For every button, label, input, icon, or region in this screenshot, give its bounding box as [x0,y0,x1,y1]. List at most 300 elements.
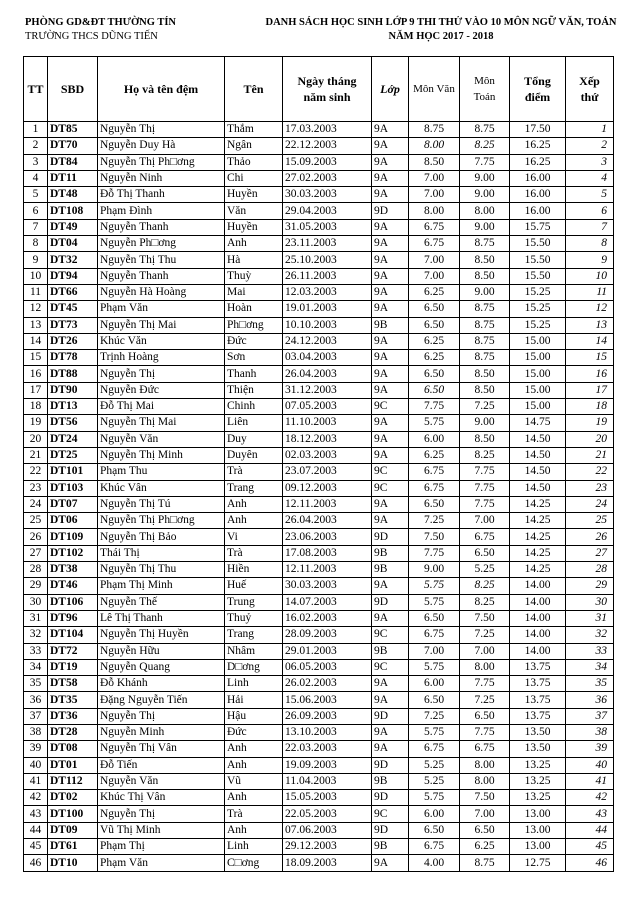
cell-tt: 29 [24,578,48,594]
table-row [24,562,614,578]
school-header [25,16,176,44]
cell-sbd: DT09 [48,822,98,838]
cell-mon-van: 6.25 [409,333,460,349]
col-xep-thu: Xếp thứ [566,57,614,122]
cell-mon-toan: 8.00 [460,757,510,773]
cell-ngay-sinh: 16.02.2003 [283,610,372,626]
title-line-1: DANH SÁCH HỌC SINH LỚP 9 THI THỬ VÀO 10 MÔN NGỮ VĂN, TOÁN [265,17,617,28]
cell-tong-diem: 15.00 [510,333,566,349]
cell-mon-toan: 7.00 [460,513,510,529]
cell-lop: 9C [372,464,409,480]
cell-ho-dem: Nguyễn Thị Tú [98,496,225,512]
cell-mon-toan: 5.25 [460,562,510,578]
cell-xep-thu: 31 [566,610,614,626]
cell-xep-thu: 2 [566,138,614,154]
cell-ho-dem: Nguyễn Ninh [98,170,225,186]
cell-mon-toan: 8.50 [460,268,510,284]
cell-tt: 10 [24,268,48,284]
cell-ngay-sinh: 13.10.2003 [283,724,372,740]
cell-lop: 9C [372,659,409,675]
table-row [24,529,614,545]
cell-sbd: DT36 [48,708,98,724]
cell-tong-diem: 15.00 [510,382,566,398]
cell-mon-van: 5.75 [409,724,460,740]
cell-xep-thu: 23 [566,480,614,496]
cell-lop: 9D [372,790,409,806]
cell-ngay-sinh: 11.04.2003 [283,773,372,789]
cell-tt: 42 [24,790,48,806]
cell-mon-van: 6.75 [409,627,460,643]
table-row [24,268,614,284]
cell-ho-dem: Nguyễn Minh [98,724,225,740]
cell-ho-dem: Nguyễn Thế [98,594,225,610]
cell-tong-diem: 15.25 [510,301,566,317]
cell-lop: 9A [372,415,409,431]
cell-ngay-sinh: 17.03.2003 [283,122,372,138]
cell-tt: 7 [24,219,48,235]
cell-xep-thu: 35 [566,676,614,692]
cell-xep-thu: 40 [566,757,614,773]
cell-tong-diem: 15.00 [510,366,566,382]
cell-ten: Duy [225,431,283,447]
cell-xep-thu: 42 [566,790,614,806]
cell-xep-thu: 28 [566,562,614,578]
cell-lop: 9A [372,610,409,626]
cell-sbd: DT106 [48,594,98,610]
cell-xep-thu: 13 [566,317,614,333]
cell-ngay-sinh: 15.09.2003 [283,154,372,170]
cell-ten: Anh [225,757,283,773]
cell-ngay-sinh: 26.02.2003 [283,676,372,692]
table-row [24,839,614,855]
cell-tt: 22 [24,464,48,480]
cell-sbd: DT45 [48,301,98,317]
cell-ten: Huyền [225,187,283,203]
cell-ho-dem: Khúc Văn [98,333,225,349]
col-ngay-sinh: Ngày tháng năm sinh [283,57,372,122]
cell-xep-thu: 33 [566,643,614,659]
cell-mon-van: 6.75 [409,741,460,757]
cell-mon-toan: 7.50 [460,790,510,806]
cell-ho-dem: Khúc Thị Vân [98,790,225,806]
cell-tt: 11 [24,284,48,300]
table-row [24,284,614,300]
table-row [24,643,614,659]
cell-sbd: DT66 [48,284,98,300]
cell-tt: 3 [24,154,48,170]
cell-ten: Trung [225,594,283,610]
cell-tt: 33 [24,643,48,659]
cell-mon-toan: 7.50 [460,610,510,626]
title-line-2: NĂM HỌC 2017 - 2018 [388,31,494,42]
cell-tt: 15 [24,350,48,366]
table-row [24,757,614,773]
cell-tong-diem: 14.25 [510,545,566,561]
cell-tong-diem: 15.50 [510,268,566,284]
cell-ho-dem: Nguyễn Thị Ph□ơng [98,154,225,170]
cell-ten: Thanh [225,366,283,382]
cell-mon-van: 6.50 [409,692,460,708]
cell-sbd: DT78 [48,350,98,366]
cell-tong-diem: 16.25 [510,138,566,154]
cell-tong-diem: 13.00 [510,806,566,822]
table-row [24,676,614,692]
cell-sbd: DT101 [48,464,98,480]
cell-lop: 9A [372,513,409,529]
cell-sbd: DT72 [48,643,98,659]
cell-ngay-sinh: 17.08.2003 [283,545,372,561]
cell-xep-thu: 27 [566,545,614,561]
cell-ho-dem: Nguyễn Thị [98,708,225,724]
cell-ho-dem: Nguyễn Quang [98,659,225,675]
cell-lop: 9B [372,317,409,333]
cell-ten: Anh [225,790,283,806]
col-lop: Lớp [372,57,409,122]
cell-ngay-sinh: 29.04.2003 [283,203,372,219]
cell-xep-thu: 36 [566,692,614,708]
cell-ho-dem: Nguyễn Thị [98,122,225,138]
table-row [24,399,614,415]
cell-lop: 9B [372,839,409,855]
cell-ten: Thuỳ [225,268,283,284]
cell-sbd: DT04 [48,236,98,252]
cell-tong-diem: 13.25 [510,757,566,773]
cell-lop: 9A [372,236,409,252]
cell-ngay-sinh: 19.01.2003 [283,301,372,317]
cell-mon-toan: 8.00 [460,203,510,219]
cell-mon-toan: 8.25 [460,578,510,594]
cell-sbd: DT48 [48,187,98,203]
cell-mon-toan: 8.75 [460,350,510,366]
cell-lop: 9C [372,806,409,822]
table-row [24,170,614,186]
table-row [24,627,614,643]
cell-mon-toan: 9.00 [460,170,510,186]
cell-ngay-sinh: 09.12.2003 [283,480,372,496]
cell-ho-dem: Thái Thị [98,545,225,561]
cell-ho-dem: Đỗ Thị Mai [98,399,225,415]
cell-ho-dem: Nguyễn Thị Mai [98,317,225,333]
cell-ngay-sinh: 18.09.2003 [283,855,372,871]
cell-tt: 34 [24,659,48,675]
cell-ten: Anh [225,236,283,252]
cell-lop: 9A [372,692,409,708]
cell-ngay-sinh: 26.04.2003 [283,366,372,382]
cell-mon-toan: 8.75 [460,333,510,349]
cell-ho-dem: Nguyễn Văn [98,773,225,789]
cell-sbd: DT112 [48,773,98,789]
cell-mon-toan: 7.00 [460,806,510,822]
cell-tt: 1 [24,122,48,138]
cell-lop: 9D [372,529,409,545]
cell-tong-diem: 13.00 [510,822,566,838]
cell-tong-diem: 13.75 [510,659,566,675]
cell-mon-van: 7.50 [409,529,460,545]
cell-ten: Đức [225,724,283,740]
cell-ten: Hậu [225,708,283,724]
cell-sbd: DT49 [48,219,98,235]
cell-tong-diem: 14.00 [510,594,566,610]
cell-mon-toan: 8.50 [460,252,510,268]
cell-xep-thu: 24 [566,496,614,512]
cell-sbd: DT13 [48,399,98,415]
cell-ngay-sinh: 07.06.2003 [283,822,372,838]
cell-ho-dem: Nguyễn Hà Hoàng [98,284,225,300]
cell-tt: 43 [24,806,48,822]
cell-lop: 9A [372,219,409,235]
cell-tong-diem: 15.75 [510,219,566,235]
cell-ho-dem: Phạm Văn [98,301,225,317]
cell-ho-dem: Nguyễn Thị Mai [98,415,225,431]
cell-mon-toan: 6.50 [460,708,510,724]
cell-xep-thu: 20 [566,431,614,447]
cell-ngay-sinh: 12.11.2003 [283,562,372,578]
cell-sbd: DT58 [48,676,98,692]
cell-xep-thu: 22 [566,464,614,480]
table-row [24,578,614,594]
col-tt: TT [24,57,48,122]
col-sbd: SBD [48,57,98,122]
cell-sbd: DT19 [48,659,98,675]
cell-ten: Hải [225,692,283,708]
cell-lop: 9A [372,252,409,268]
cell-lop: 9D [372,708,409,724]
cell-mon-van: 6.50 [409,610,460,626]
table-row [24,317,614,333]
cell-mon-toan: 8.50 [460,431,510,447]
cell-tong-diem: 16.00 [510,170,566,186]
cell-ten: Ngân [225,138,283,154]
cell-mon-toan: 7.25 [460,627,510,643]
cell-ho-dem: Nguyễn Thị Huyền [98,627,225,643]
cell-tong-diem: 16.00 [510,203,566,219]
cell-ho-dem: Nguyễn Thanh [98,219,225,235]
col-tong-diem: Tổng điểm [510,57,566,122]
cell-ten: Trà [225,545,283,561]
cell-ten: Hà [225,252,283,268]
cell-ten: Chi [225,170,283,186]
cell-mon-van: 6.50 [409,366,460,382]
cell-tt: 37 [24,708,48,724]
cell-lop: 9A [372,496,409,512]
cell-mon-toan: 8.00 [460,659,510,675]
cell-lop: 9A [372,284,409,300]
cell-xep-thu: 3 [566,154,614,170]
cell-tt: 26 [24,529,48,545]
cell-lop: 9A [372,154,409,170]
table-row [24,594,614,610]
cell-ho-dem: Phạm Thu [98,464,225,480]
cell-mon-van: 7.75 [409,399,460,415]
cell-xep-thu: 10 [566,268,614,284]
cell-sbd: DT07 [48,496,98,512]
cell-tt: 20 [24,431,48,447]
cell-mon-van: 5.75 [409,578,460,594]
cell-sbd: DT25 [48,447,98,463]
cell-xep-thu: 30 [566,594,614,610]
cell-tt: 2 [24,138,48,154]
cell-xep-thu: 19 [566,415,614,431]
cell-mon-van: 6.25 [409,447,460,463]
cell-lop: 9B [372,643,409,659]
cell-tong-diem: 15.00 [510,350,566,366]
cell-xep-thu: 7 [566,219,614,235]
cell-ngay-sinh: 14.07.2003 [283,594,372,610]
cell-ten: Thảo [225,154,283,170]
cell-tong-diem: 17.50 [510,122,566,138]
cell-ten: C□ơng [225,855,283,871]
cell-sbd: DT90 [48,382,98,398]
table-row [24,333,614,349]
table-row [24,366,614,382]
cell-tt: 4 [24,170,48,186]
cell-tong-diem: 13.75 [510,692,566,708]
cell-lop: 9A [372,855,409,871]
cell-tt: 16 [24,366,48,382]
table-row [24,382,614,398]
cell-tong-diem: 14.50 [510,464,566,480]
cell-mon-toan: 6.25 [460,839,510,855]
cell-tong-diem: 13.25 [510,773,566,789]
cell-mon-van: 5.75 [409,594,460,610]
cell-lop: 9A [372,741,409,757]
cell-lop: 9C [372,480,409,496]
table-row [24,692,614,708]
cell-lop: 9A [372,122,409,138]
cell-ngay-sinh: 15.06.2003 [283,692,372,708]
table-row [24,252,614,268]
cell-sbd: DT10 [48,855,98,871]
cell-ngay-sinh: 31.05.2003 [283,219,372,235]
cell-ngay-sinh: 19.09.2003 [283,757,372,773]
cell-mon-van: 6.00 [409,676,460,692]
cell-tong-diem: 15.25 [510,317,566,333]
cell-mon-van: 8.50 [409,154,460,170]
table-row [24,790,614,806]
cell-tong-diem: 12.75 [510,855,566,871]
table-row [24,219,614,235]
cell-mon-van: 9.00 [409,562,460,578]
cell-tong-diem: 14.00 [510,643,566,659]
cell-tong-diem: 14.25 [510,529,566,545]
cell-mon-toan: 9.00 [460,187,510,203]
cell-xep-thu: 26 [566,529,614,545]
cell-sbd: DT35 [48,692,98,708]
cell-tong-diem: 13.50 [510,741,566,757]
cell-lop: 9A [372,431,409,447]
cell-ho-dem: Nguyễn Duy Hà [98,138,225,154]
cell-ho-dem: Phạm Thị Minh [98,578,225,594]
cell-lop: 9A [372,333,409,349]
cell-ten: Trang [225,627,283,643]
cell-mon-van: 6.50 [409,822,460,838]
cell-lop: 9B [372,545,409,561]
cell-xep-thu: 5 [566,187,614,203]
cell-ngay-sinh: 26.09.2003 [283,708,372,724]
cell-tt: 41 [24,773,48,789]
cell-ho-dem: Nguyễn Thị [98,806,225,822]
table-row [24,447,614,463]
cell-tt: 24 [24,496,48,512]
cell-ngay-sinh: 18.12.2003 [283,431,372,447]
table-row [24,513,614,529]
cell-tong-diem: 14.00 [510,610,566,626]
cell-xep-thu: 43 [566,806,614,822]
cell-tt: 46 [24,855,48,871]
cell-ten: Sơn [225,350,283,366]
cell-mon-toan: 6.75 [460,529,510,545]
cell-mon-toan: 7.75 [460,724,510,740]
cell-sbd: DT38 [48,562,98,578]
col-mon-van: Môn Văn [409,57,460,122]
cell-xep-thu: 14 [566,333,614,349]
cell-mon-toan: 8.25 [460,594,510,610]
cell-sbd: DT56 [48,415,98,431]
cell-xep-thu: 1 [566,122,614,138]
table-header-row [24,57,614,122]
cell-tt: 28 [24,562,48,578]
cell-mon-toan: 7.75 [460,464,510,480]
table-row [24,480,614,496]
cell-tong-diem: 14.75 [510,415,566,431]
cell-ten: Hoàn [225,301,283,317]
cell-xep-thu: 4 [566,170,614,186]
cell-ngay-sinh: 29.01.2003 [283,643,372,659]
cell-ten: Thuỷ [225,610,283,626]
cell-mon-toan: 7.75 [460,676,510,692]
cell-tong-diem: 14.25 [510,496,566,512]
cell-ten: Văn [225,203,283,219]
cell-ten: Trà [225,464,283,480]
cell-xep-thu: 44 [566,822,614,838]
cell-mon-toan: 7.75 [460,480,510,496]
cell-mon-toan: 8.75 [460,122,510,138]
cell-xep-thu: 29 [566,578,614,594]
cell-mon-toan: 9.00 [460,219,510,235]
cell-sbd: DT06 [48,513,98,529]
cell-ngay-sinh: 11.10.2003 [283,415,372,431]
cell-mon-van: 8.75 [409,122,460,138]
cell-ten: Duyên [225,447,283,463]
cell-ten: Hiền [225,562,283,578]
cell-ten: Thiện [225,382,283,398]
cell-sbd: DT24 [48,431,98,447]
cell-ngay-sinh: 03.04.2003 [283,350,372,366]
cell-tt: 17 [24,382,48,398]
cell-ngay-sinh: 26.04.2003 [283,513,372,529]
cell-ten: Anh [225,822,283,838]
cell-ho-dem: Nguyễn Ph□ơng [98,236,225,252]
cell-xep-thu: 45 [566,839,614,855]
cell-xep-thu: 34 [566,659,614,675]
cell-mon-toan: 8.00 [460,773,510,789]
cell-ngay-sinh: 28.09.2003 [283,627,372,643]
cell-mon-van: 5.75 [409,790,460,806]
cell-mon-van: 7.75 [409,545,460,561]
cell-lop: 9A [372,447,409,463]
cell-ngay-sinh: 12.11.2003 [283,496,372,512]
table-row [24,806,614,822]
cell-lop: 9B [372,562,409,578]
cell-mon-van: 5.25 [409,773,460,789]
cell-ho-dem: Nguyễn Thị Thu [98,562,225,578]
cell-xep-thu: 41 [566,773,614,789]
cell-xep-thu: 12 [566,301,614,317]
cell-lop: 9D [372,822,409,838]
cell-mon-van: 6.00 [409,431,460,447]
col-ten: Tên [225,57,283,122]
cell-tt: 44 [24,822,48,838]
